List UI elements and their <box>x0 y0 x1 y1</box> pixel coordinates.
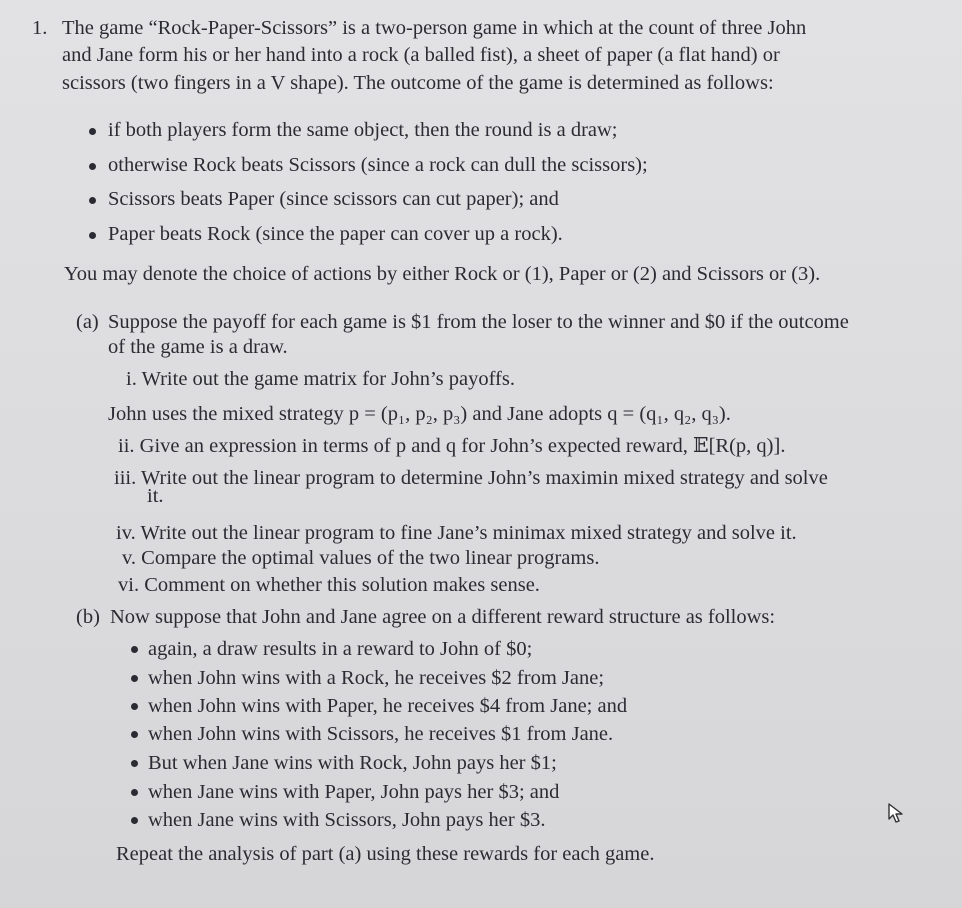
rule-1: if both players form the same object, then the round is a draw; <box>108 119 618 141</box>
intro-line-1: The game “Rock-Paper-Scissors” is a two-person game in which at the count of three John <box>62 17 807 39</box>
part-a-item-iii-1: iii. Write out the linear program to determine John’s maximin mixed strategy and solve <box>114 467 828 489</box>
intro-line-3: scissors (two fingers in a V shape). The outcome of the game is determined as follows: <box>62 72 774 94</box>
reward-4: when John wins with Scissors, he receives $1 from Jane. <box>148 723 614 745</box>
mixed-strategy-line: John uses the mixed strategy p = (p₁, p₂, p₃) and Jane adopts q = (q₁, q₂, q₃). <box>108 403 731 425</box>
bullet-icon <box>89 232 96 239</box>
rule-4: Paper beats Rock (since the paper can cover up a rock). <box>108 223 563 245</box>
bullet-icon <box>89 128 96 135</box>
mouse-cursor-icon <box>886 802 908 824</box>
bullet-icon <box>89 163 96 170</box>
bullet-icon <box>131 703 138 710</box>
part-b-label: (b) <box>76 606 100 628</box>
reward-1: again, a draw results in a reward to John of $0; <box>148 638 533 660</box>
bullet-icon <box>131 675 138 682</box>
reward-3: when John wins with Paper, he receives $4 from Jane; and <box>148 695 628 717</box>
problem-number: 1. <box>32 17 48 39</box>
part-b-text: Now suppose that John and Jane agree on a different reward structure as follows: <box>110 606 776 628</box>
bullet-icon <box>131 646 138 653</box>
bullet-icon <box>131 789 138 796</box>
reward-2: when John wins with a Rock, he receives $2 from Jane; <box>148 667 605 689</box>
part-a-item-iii-2: it. <box>147 485 164 507</box>
reward-7: when Jane wins with Scissors, John pays her $3. <box>148 809 546 831</box>
bullet-icon <box>131 760 138 767</box>
reward-6: when Jane wins with Paper, John pays her $3; and <box>148 781 560 803</box>
reward-5: But when Jane wins with Rock, John pays her $1; <box>148 752 557 774</box>
part-a-text-2: of the game is a draw. <box>108 336 288 358</box>
part-a-label: (a) <box>76 311 99 333</box>
part-a-item-i: i. Write out the game matrix for John’s payoffs. <box>126 368 515 390</box>
part-a-item-ii: ii. Give an expression in terms of p and q for John’s expected reward, 𝔼[R(p, q)]. <box>118 435 786 457</box>
bullet-icon <box>131 731 138 738</box>
bullet-icon <box>89 197 96 204</box>
part-a-item-v: v. Compare the optimal values of the two linear programs. <box>122 547 600 569</box>
bullet-icon <box>131 817 138 824</box>
denote-line: You may denote the choice of actions by either Rock or (1), Paper or (2) and Scissors or (3). <box>64 263 821 285</box>
part-a-item-vi: vi. Comment on whether this solution makes sense. <box>118 574 540 596</box>
rule-2: otherwise Rock beats Scissors (since a rock can dull the scissors); <box>108 154 648 176</box>
repeat-line: Repeat the analysis of part (a) using these rewards for each game. <box>116 843 655 865</box>
part-a-text-1: Suppose the payoff for each game is $1 from the loser to the winner and $0 if the outcome <box>108 311 849 333</box>
rule-3: Scissors beats Paper (since scissors can cut paper); and <box>108 188 559 210</box>
part-a-item-iv: iv. Write out the linear program to fine Jane’s minimax mixed strategy and solve it. <box>116 522 797 544</box>
intro-line-2: and Jane form his or her hand into a rock (a balled fist), a sheet of paper (a flat hand) or <box>62 44 780 66</box>
